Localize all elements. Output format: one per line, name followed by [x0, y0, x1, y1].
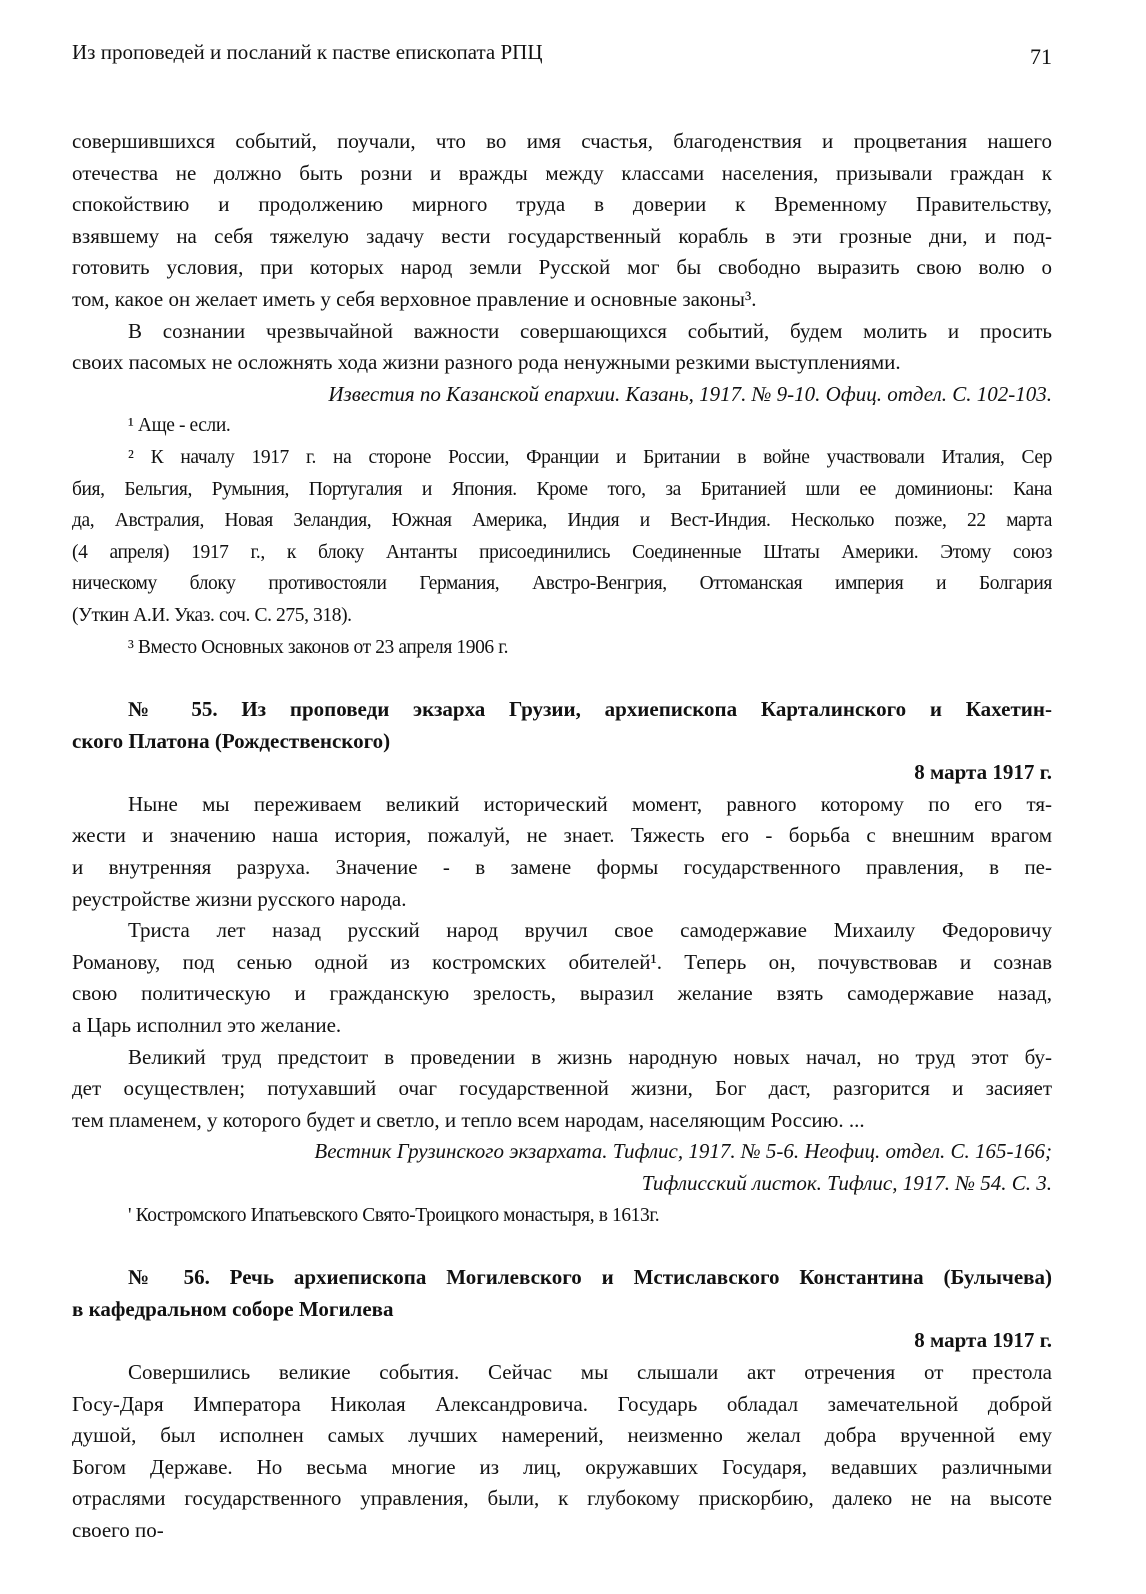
para-line: своего по- — [72, 1517, 164, 1542]
para-line: Богом Державе. Но весьма многие из лиц, окружавших Государя, ведавших различными — [72, 1454, 1052, 1479]
para-line: своих пасомых не осложнять хода жизни разного рода ненужными резкими выступлениями. — [72, 350, 901, 375]
para-line: взявшему на себя тяжелую задачу вести государственный корабль в эти грозные дни, и под- — [72, 223, 1052, 248]
footnote-line: бия, Бельгия, Румыния, Португалия и Япония. Кроме того, за Британией шли ее доминионы: Кана — [72, 478, 1052, 500]
para-block — [72, 789, 1052, 915]
footnote-block — [72, 632, 1052, 664]
para-line: жести и значению наша история, пожалуй, не знает. Тяжесть его - борьба с внешним врагом — [72, 823, 1052, 848]
date-block — [72, 1325, 1052, 1357]
para-line: и внутренняя разруха. Значение - в замене формы государственного правления, в пе- — [72, 855, 1052, 880]
footnote-block — [72, 410, 1052, 442]
section-gap — [72, 1231, 1052, 1262]
page-body — [72, 126, 1052, 1547]
footnote-block — [72, 442, 1052, 632]
heading-line: ского Платона (Рождественского) — [72, 728, 391, 753]
para-line: Триста лет назад русский народ вручил свое самодержавие Михаилу Федоровичу — [128, 918, 1052, 943]
heading-line: № 56. Речь архиепископа Могилевского и Мстиславского Константина (Булычева) — [128, 1265, 1052, 1290]
footnote-line: ³ Вместо Основных законов от 23 апреля 1906 г. — [128, 636, 509, 658]
heading-line: № 55. Из проповеди экзарха Грузии, архиепископа Карталинского и Кахетин- — [128, 697, 1052, 722]
para-line: спокойствию и продолжению мирного труда в доверии к Временному Правительству, — [72, 192, 1052, 217]
source-line: Известия по Казанской епархии. Казань, 1917. № 9-10. Офиц. отдел. С. 102-103. — [328, 381, 1052, 406]
para-line: душой, был исполнен самых лучших намерений, неизменно желал добра врученной ему — [72, 1423, 1052, 1448]
heading-block — [72, 694, 1052, 757]
para-line: Совершились великие события. Сейчас мы слышали акт отречения от престола — [128, 1359, 1052, 1384]
footnote-line: (Уткин А.И. Указ. соч. С. 275, 318). — [72, 604, 352, 626]
para-block — [72, 1357, 1052, 1547]
source-block — [72, 379, 1052, 411]
para-block — [72, 316, 1052, 379]
para-line: а Царь исполнил это желание. — [72, 1013, 342, 1038]
source-block — [72, 1136, 1052, 1199]
section-gap — [72, 663, 1052, 694]
para-line: Романову, под сенью одной из костромских обителей¹. Теперь он, почувствовав и сознав — [72, 949, 1052, 974]
footnote-block — [72, 1200, 1052, 1232]
running-title: Из проповедей и посланий к пастве епископата РПЦ — [72, 40, 543, 64]
para-line: отраслями государственного управления, были, к глубокому прискорбию, далеко не на высоте — [72, 1486, 1052, 1511]
page-number: 71 — [1030, 44, 1052, 69]
source-line: Вестник Грузинского экзархата. Тифлис, 1917. № 5-6. Неофиц. отдел. С. 165-166; — [314, 1139, 1052, 1164]
footnote-line: ' Костромского Ипатьевского Свято-Троицкого монастыря, в 1613г. — [128, 1204, 660, 1226]
para-line: том, какое он желает иметь у себя верховное правление и основные законы³. — [72, 286, 757, 311]
para-line: совершившихся событий, поучали, что во имя счастья, благоденствия и процветания нашего — [72, 129, 1052, 153]
para-line: Великий труд предстоит в проведении в жизнь народную новых начал, но труд этот бу- — [128, 1044, 1052, 1069]
footnote-line: ² К началу 1917 г. на стороне России, Франции и Британии в войне участвовали Италия, Сер — [128, 446, 1052, 468]
date-line: 8 марта 1917 г. — [914, 1328, 1052, 1353]
date-block — [72, 757, 1052, 789]
footnote-line: ¹ Аще - если. — [128, 415, 231, 437]
heading-line: в кафедральном соборе Могилева — [72, 1296, 394, 1321]
para-line: тем пламенем, у которого будет и светло, и тепло всем народам, населяющим Россию. ... — [72, 1107, 865, 1132]
date-line: 8 марта 1917 г. — [914, 760, 1052, 785]
footnote-line: да, Австралия, Новая Зеландия, Южная Америка, Индия и Вест-Индия. Несколько позже, 22 марта — [72, 510, 1052, 532]
para-line: отечества не должно быть розни и вражды между классами населения, призывали граждан к — [72, 160, 1052, 185]
footnote-line: ническому блоку противостояли Германия, Австро-Венгрия, Оттоманская империя и Болгария — [72, 573, 1052, 595]
para-line: дет осуществлен; потухавший очаг государственной жизни, Бог даст, разгорится и засияет — [72, 1076, 1052, 1101]
para-line: реустройстве жизни русского народа. — [72, 886, 407, 911]
para-line: готовить условия, при которых народ земли Русской мог бы свободно выразить свою волю о — [72, 255, 1052, 280]
para-line: В сознании чрезвычайной важности совершающихся событий, будем молить и просить — [128, 318, 1052, 343]
footnote-line: (4 апреля) 1917 г., к блоку Антанты присоединились Соединенные Штаты Америки. Этому союз — [72, 541, 1052, 563]
para-line: свою политическую и гражданскую зрелость, выразил желание взять самодержавие назад, — [72, 981, 1052, 1006]
para-block — [72, 126, 1052, 316]
para-block — [72, 1042, 1052, 1137]
running-header — [72, 40, 1052, 70]
para-block — [72, 915, 1052, 1041]
heading-block — [72, 1262, 1052, 1325]
para-line: Ныне мы переживаем великий исторический момент, равного которому по его тя- — [128, 791, 1052, 816]
source-line: Тифлисский листок. Тифлис, 1917. № 54. С. 3. — [641, 1171, 1052, 1195]
para-line: Госу-Даря Императора Николая Александровича. Государь обладал замечательной доброй — [72, 1391, 1052, 1416]
